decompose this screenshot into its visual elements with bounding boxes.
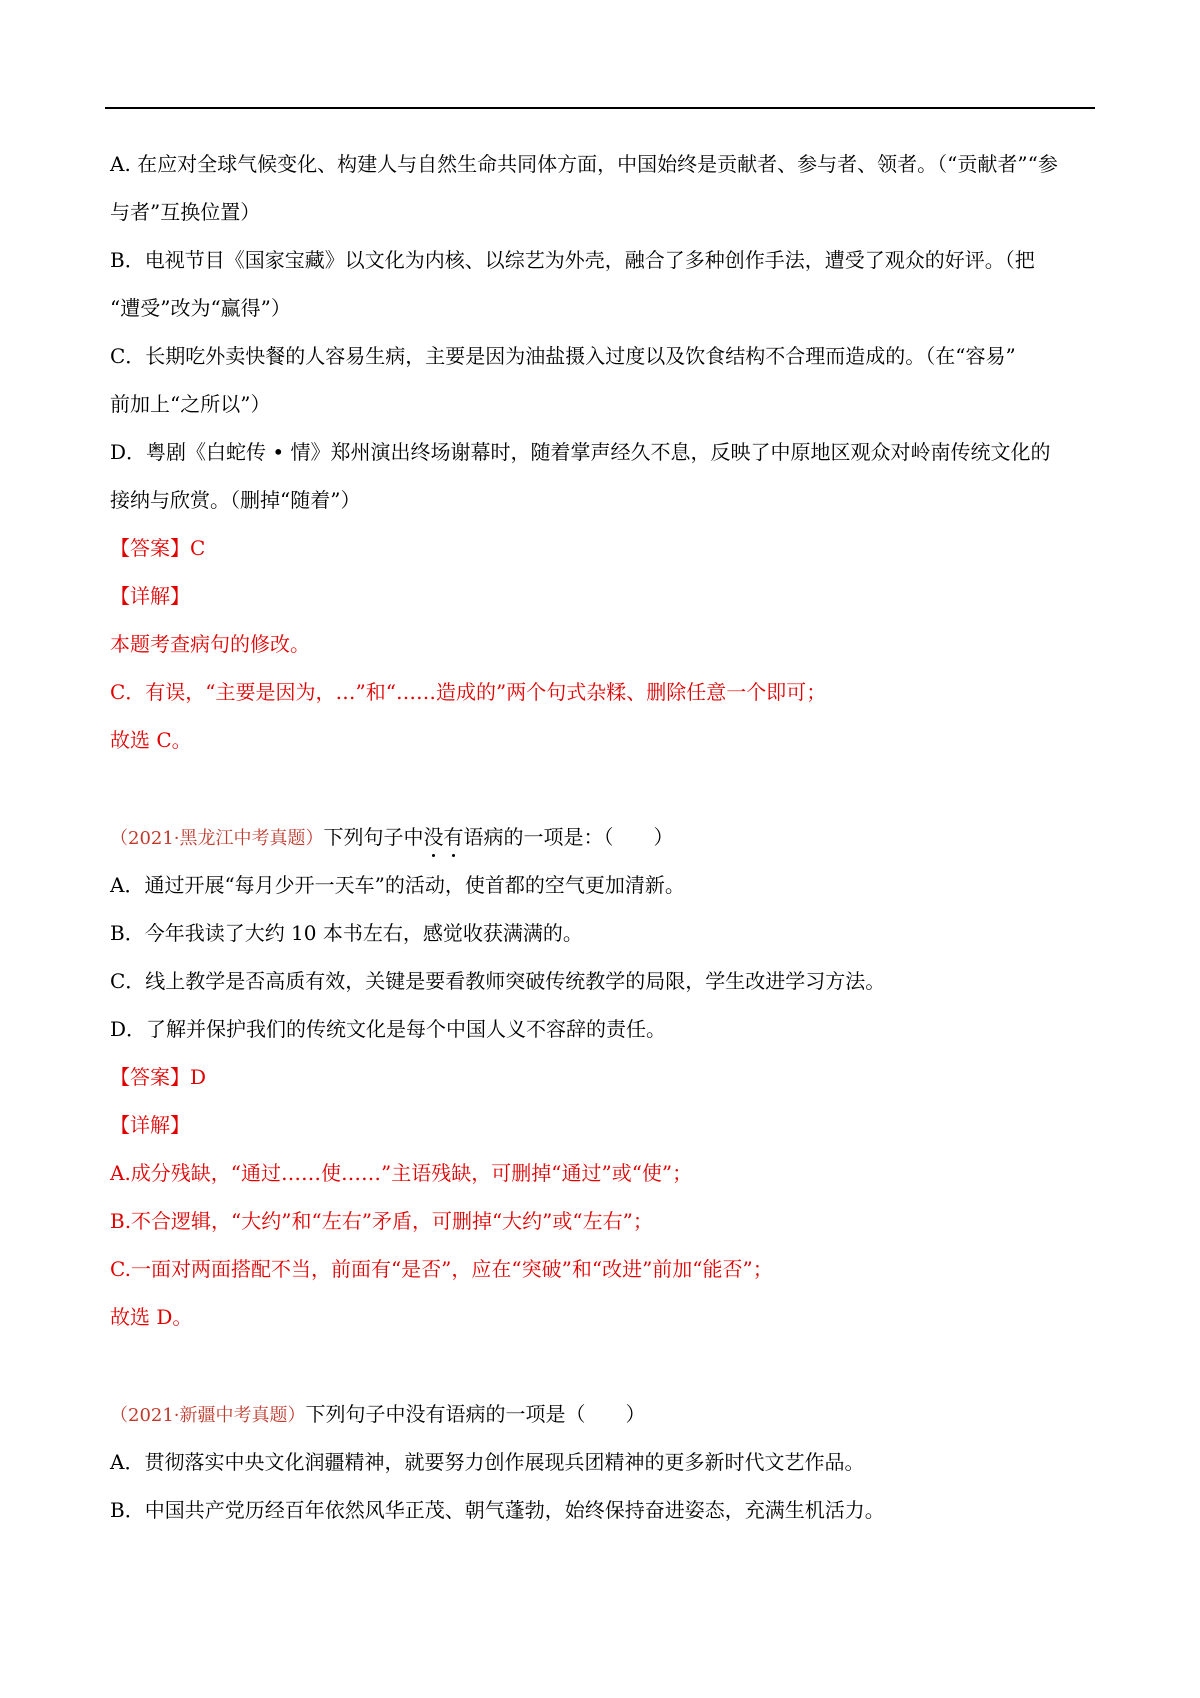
q2-stem (110, 823, 1095, 853)
answer-label: 【答案】 (110, 1065, 190, 1089)
q2-detail-line1: A.成分残缺，“通过……使……”主语残缺，可删掉“通过”或“使”； (110, 1161, 693, 1185)
q2-detail-line3: C.一面对两面搭配不当，前面有“是否”，应在“突破”和“改进”前加“能否”； (110, 1257, 773, 1281)
q2-option-d: D．了解并保护我们的传统文化是每个中国人义不容辞的责任。 (110, 1017, 667, 1041)
q1-option-c-line1: C．长期吃外卖快餐的人容易生病，主要是因为油盐摄入过度以及饮食结构不合理而造成的。（在“容易” (110, 344, 1016, 368)
q2-option-b: B．今年我读了大约 10 本书左右，感觉收获满满的。 (110, 921, 583, 945)
q1-option-d-line1: D．粤剧《白蛇传 • 情》郑州演出终场谢幕时，随着掌声经久不息，反映了中原地区观众对岭南传统文化的 (110, 440, 1051, 464)
q2-stem-pre: 下列句子中 (323, 825, 424, 849)
q3-option-b: B．中国共产党历经百年依然风华正茂、朝气蓬勃，始终保持奋进姿态，充满生机活力。 (110, 1498, 885, 1522)
q1-answer (110, 534, 1095, 562)
q3-source: （2021·新疆中考真题） (110, 1405, 306, 1426)
q2-detail-line4: 故选 D。 (110, 1305, 193, 1329)
q2-source: （2021·黑龙江中考真题） (110, 828, 324, 849)
q1-option-b-line2: “遭受”改为“赢得”） (110, 296, 291, 320)
answer-value: D (190, 1065, 207, 1089)
q1-option-b-line1: B．电视节目《国家宝藏》以文化为内核、以综艺为外壳，融合了多种创作手法，遭受了观众的好评。（把 (110, 248, 1035, 272)
q1-option-c-line2: 前加上“之所以”） (110, 392, 271, 416)
q1-option-a-line1: A. 在应对全球气候变化、构建人与自然生命共同体方面，中国始终是贡献者、参与者、领者。（“贡献者”“参 (110, 152, 1058, 176)
q2-option-c: C．线上教学是否高质有效，关键是要看教师突破传统教学的局限，学生改进学习方法。 (110, 969, 886, 993)
q2-answer (110, 1063, 1095, 1091)
header-rule (105, 107, 1095, 109)
q1-option-d-line2: 接纳与欣赏。（删掉“随着”） (110, 488, 361, 512)
q2-detail-line2: B.不合逻辑，“大约”和“左右”矛盾，可删掉“大约”或“左右”； (110, 1209, 653, 1233)
q2-stem-post: 语病的一项是：（ ） (463, 825, 674, 849)
q3-stem-text: 下列句子中没有语病的一项是（ ） (305, 1402, 646, 1426)
q2-option-a: A．通过开展“每月少开一天车”的活动，使首都的空气更加清新。 (110, 873, 685, 897)
q1-option-a-line2: 与者”互换位置） (110, 200, 261, 224)
q1-detail-label: 【详解】 (110, 584, 190, 608)
q2-emphasis-char-2: 有 (443, 825, 464, 849)
answer-label: 【答案】 (110, 536, 190, 560)
q1-detail-line2: C．有误，“主要是因为，…”和“……造成的”两个句式杂糅、删除任意一个即可； (110, 680, 827, 704)
q2-detail-label: 【详解】 (110, 1113, 190, 1137)
q3-stem (110, 1400, 1095, 1430)
q2-emphasis-char-1: 没 (423, 825, 444, 849)
q1-detail-line1: 本题考查病句的修改。 (110, 632, 310, 656)
q1-detail-line3: 故选 C。 (110, 728, 192, 752)
q3-option-a: A．贯彻落实中央文化润疆精神，就要努力创作展现兵团精神的更多新时代文艺作品。 (110, 1450, 865, 1474)
answer-value: C (190, 536, 206, 560)
